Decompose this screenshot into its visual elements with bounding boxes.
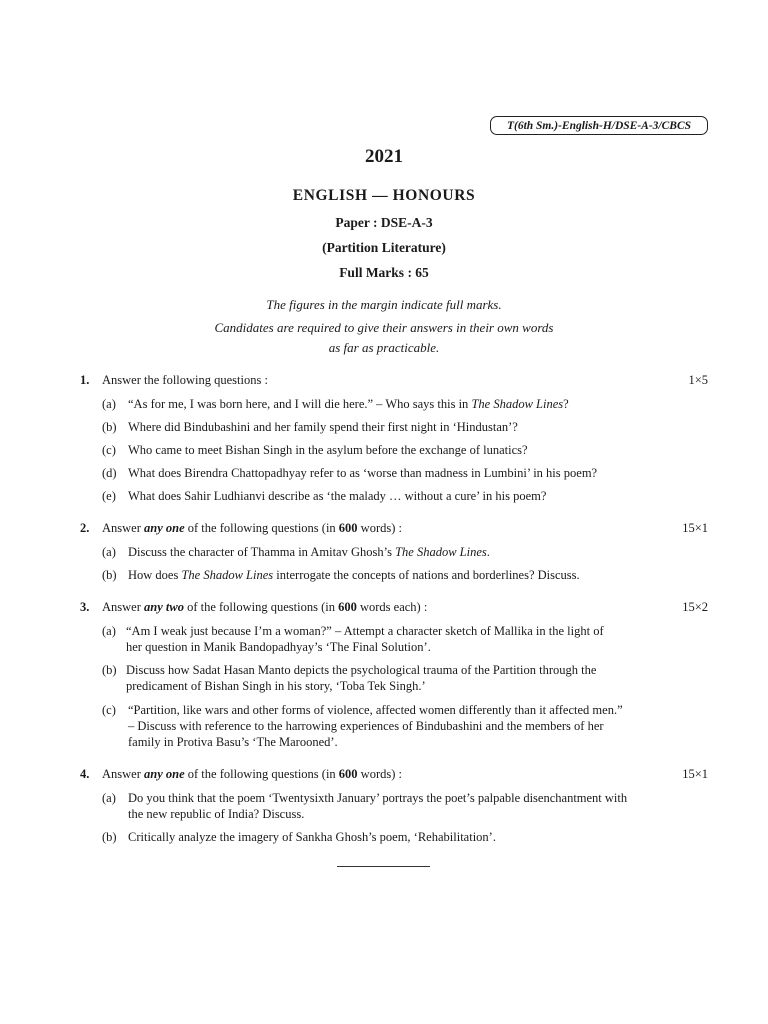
part-text: Discuss how Sadat Hasan Manto depicts the psychological trauma of the Partition through the predicament of Bishan Singh in his story, ‘Toba Tek Singh.’ bbox=[126, 663, 597, 693]
instruction-line: Candidates are required to give their answers in their own words bbox=[214, 320, 554, 335]
part-text: How does The Shadow Lines interrogate the concepts of nations and borderlines? Discuss. bbox=[128, 568, 580, 582]
question-marks: 15×2 bbox=[682, 600, 708, 614]
question-marks: 15×1 bbox=[682, 521, 708, 535]
part-text: Critically analyze the imagery of Sankha Ghosh’s poem, ‘Rehabilitation’. bbox=[128, 830, 496, 844]
part-text: Who came to meet Bishan Singh in the asylum before the exchange of lunatics? bbox=[128, 443, 528, 457]
question-marks: 15×1 bbox=[682, 767, 708, 781]
book-title: The Shadow Lines bbox=[471, 397, 564, 411]
instruction-line: as far as practicable. bbox=[328, 340, 440, 355]
question-1b bbox=[102, 419, 708, 435]
question-number: 2. bbox=[80, 521, 90, 535]
part-label: (b) bbox=[102, 663, 117, 677]
question-4b bbox=[102, 829, 708, 845]
book-title: The Shadow Lines bbox=[181, 568, 274, 582]
question-3c bbox=[102, 702, 708, 750]
question-number: 1. bbox=[80, 373, 90, 387]
question-intro: Answer the following questions : bbox=[102, 373, 268, 387]
paper-code-box: T(6th Sm.)-English-H/DSE-A-3/CBCS bbox=[490, 116, 708, 135]
part-text: Discuss the character of Thamma in Amitav Ghosh’s The Shadow Lines. bbox=[128, 545, 490, 559]
part-text: What does Sahir Ludhianvi describe as ‘the malady … without a cure’ in his poem? bbox=[128, 489, 547, 503]
part-label: (c) bbox=[102, 703, 116, 717]
question-number: 3. bbox=[80, 600, 90, 614]
part-label: (c) bbox=[102, 443, 116, 457]
part-text: “Partition, like wars and other forms of violence, affected women differently than it affected men.” – Discuss with reference to the harrowing experiences of Bindubashini and the members of her family in Protiva Basu’s ‘The Marooned’. bbox=[128, 703, 623, 749]
question-2a bbox=[102, 544, 708, 560]
part-text: Do you think that the poem ‘Twentysixth January’ portrays the poet’s palpable disenchantment with the new republic of India? Discuss. bbox=[128, 791, 628, 821]
question-intro: Answer any two of the following questions (in 600 words each) : bbox=[102, 600, 428, 614]
paper-title: (Partition Literature) bbox=[322, 240, 446, 255]
part-text: Where did Bindubashini and her family spend their first night in ‘Hindustan’? bbox=[128, 420, 518, 434]
end-divider bbox=[337, 866, 430, 867]
instruction-line: The figures in the margin indicate full marks. bbox=[266, 297, 502, 312]
part-label: (a) bbox=[102, 791, 116, 805]
question-intro: Answer any one of the following questions (in 600 words) : bbox=[102, 767, 402, 781]
question-1c bbox=[102, 442, 708, 458]
part-label: (b) bbox=[102, 420, 117, 434]
question-3b bbox=[102, 662, 708, 694]
question-intro: Answer any one of the following questions (in 600 words) : bbox=[102, 521, 402, 535]
part-label: (a) bbox=[102, 545, 116, 559]
part-label: (b) bbox=[102, 568, 117, 582]
question-marks: 1×5 bbox=[688, 373, 708, 387]
part-text: “As for me, I was born here, and I will die here.” – Who says this in The Shadow Lines? bbox=[128, 397, 569, 411]
part-label: (a) bbox=[102, 624, 116, 638]
book-title: The Shadow Lines bbox=[395, 545, 487, 559]
part-label: (b) bbox=[102, 830, 117, 844]
question-1e bbox=[102, 488, 708, 504]
part-label: (e) bbox=[102, 489, 116, 503]
question-1-heading bbox=[80, 373, 708, 388]
exam-year: 2021 bbox=[365, 146, 403, 167]
subject-title: ENGLISH — HONOURS bbox=[292, 187, 476, 204]
question-4-heading bbox=[80, 767, 708, 782]
part-text: What does Birendra Chattopadhyay refer to as ‘worse than madness in Lumbini’ in his poem? bbox=[128, 466, 598, 480]
question-1d bbox=[102, 465, 708, 481]
question-3a bbox=[102, 623, 708, 655]
question-number: 4. bbox=[80, 767, 90, 781]
question-1a bbox=[102, 396, 708, 412]
part-label: (a) bbox=[102, 397, 116, 411]
question-3-heading bbox=[80, 600, 708, 615]
part-text: “Am I weak just because I’m a woman?” – Attempt a character sketch of Mallika in the light of her question in Manik Bandopadhyay’s ‘The Final Solution’. bbox=[126, 624, 604, 654]
full-marks: Full Marks : 65 bbox=[339, 265, 429, 280]
question-2-heading bbox=[80, 521, 708, 536]
question-4a bbox=[102, 790, 708, 822]
paper-number: Paper : DSE-A-3 bbox=[335, 215, 433, 230]
part-label: (d) bbox=[102, 466, 117, 480]
question-2b bbox=[102, 567, 708, 583]
